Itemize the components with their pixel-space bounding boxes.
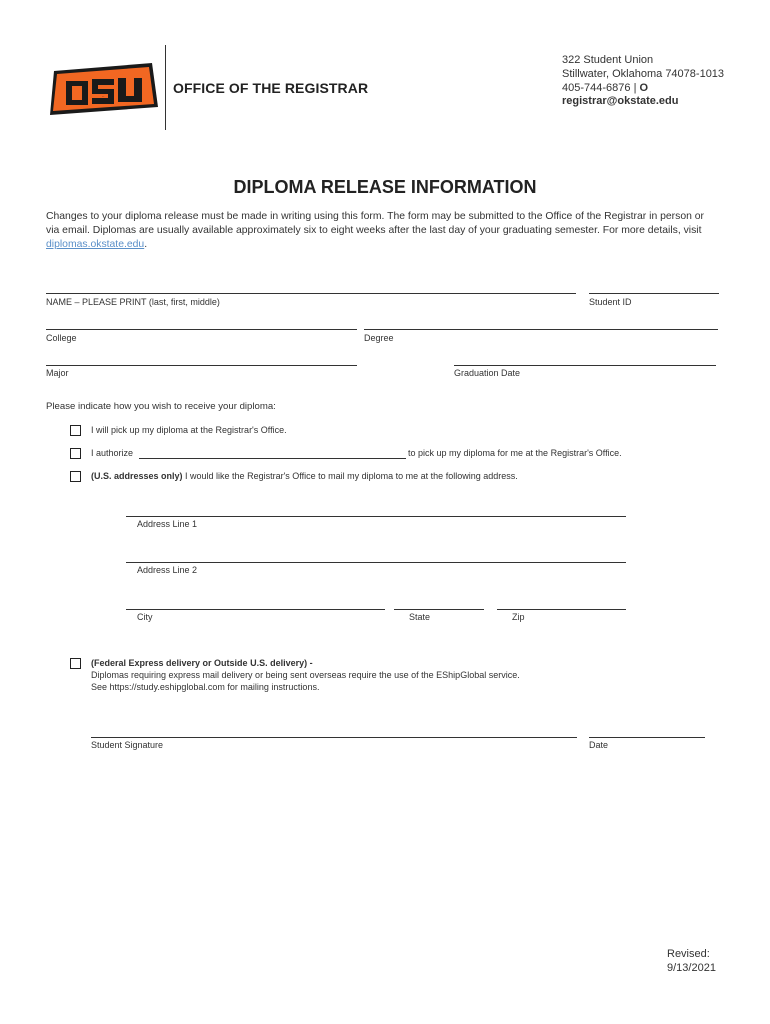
- office-title: OFFICE OF THE REGISTRAR: [173, 80, 369, 96]
- zip-label: Zip: [512, 612, 525, 622]
- registrar-address: [562, 54, 724, 109]
- date-label: Date: [589, 740, 609, 750]
- intro-paragraph: [46, 210, 718, 252]
- address-city: Stillwater, Oklahoma 74078-1013: [562, 67, 725, 80]
- city-label: City: [137, 612, 153, 622]
- major-field[interactable]: [46, 365, 357, 366]
- revised-date: 9/13/2021: [667, 961, 716, 974]
- phone-separator: |: [630, 81, 640, 94]
- fedex-checkbox[interactable]: [70, 658, 81, 669]
- diplomas-link[interactable]: diplomas.okstate.edu: [46, 239, 145, 250]
- degree-field[interactable]: [364, 329, 718, 330]
- fedex-option-title: (Federal Express delivery or Outside U.S. delivery) -: [91, 658, 313, 668]
- address-line1-label: Address Line 1: [137, 519, 198, 529]
- authorize-checkbox[interactable]: [70, 448, 81, 459]
- intro-text: Changes to your diploma release must be made in writing using this form. The form may be submitted to the Office of the Registrar in person or via email. Diplomas are usually available approximately six to eight weeks after the last day of your graduating semester. For more details, visit: [46, 211, 705, 236]
- address-line1-field[interactable]: [126, 516, 626, 517]
- date-field[interactable]: [589, 737, 705, 738]
- fedex-option-instructions: See https://study.eshipglobal.com for mailing instructions.: [91, 682, 320, 692]
- header-divider: [165, 45, 166, 130]
- osu-logo: [44, 57, 162, 121]
- intro-end: .: [144, 239, 148, 250]
- mail-checkbox[interactable]: [70, 471, 81, 482]
- graduation-date-field[interactable]: [454, 365, 716, 366]
- student-id-field[interactable]: [589, 293, 719, 294]
- college-label: College: [46, 333, 77, 343]
- authorize-option-label-end: to pick up my diploma for me at the Registrar's Office.: [408, 448, 622, 458]
- authorized-person-field[interactable]: [139, 458, 406, 459]
- revision-info: [667, 948, 716, 975]
- authorize-option-label-start: I authorize: [91, 448, 134, 458]
- graduation-date-label: Graduation Date: [454, 368, 521, 378]
- pickup-option-label: I will pick up my diploma at the Registrar's Office.: [91, 425, 287, 435]
- phone-line: [562, 82, 724, 96]
- osu-logo-mark: [44, 57, 162, 121]
- phone-suffix: O: [639, 81, 649, 94]
- form-title: DIPLOMA RELEASE INFORMATION: [233, 177, 537, 197]
- degree-label: Degree: [364, 333, 394, 343]
- major-label: Major: [46, 368, 69, 378]
- address-line2-field[interactable]: [126, 562, 626, 563]
- phone-number: 405-744-6876: [562, 81, 631, 94]
- revised-label: Revised:: [667, 948, 710, 960]
- delivery-prompt: Please indicate how you wish to receive your diploma:: [46, 401, 276, 412]
- mail-option-label: [91, 471, 518, 481]
- student-signature-label: Student Signature: [91, 740, 164, 750]
- name-label: NAME – PLEASE PRINT (last, first, middle): [46, 297, 220, 307]
- state-label: State: [409, 612, 431, 622]
- name-field[interactable]: [46, 293, 576, 294]
- svg-text:OSU: OSU: [102, 97, 105, 98]
- mail-option-qualifier: (U.S. addresses only): [91, 471, 183, 481]
- state-field[interactable]: [394, 609, 484, 610]
- pickup-checkbox[interactable]: [70, 425, 81, 436]
- fedex-option-description: Diplomas requiring express mail delivery or being sent overseas require the use of the EShipGlobal service.: [91, 670, 520, 680]
- address-street: 322 Student Union: [562, 54, 654, 66]
- city-field[interactable]: [126, 609, 385, 610]
- student-signature-field[interactable]: [91, 737, 577, 738]
- college-field[interactable]: [46, 329, 357, 330]
- mail-option-text: I would like the Registrar's Office to mail my diploma to me at the following address.: [182, 471, 518, 481]
- registrar-email[interactable]: registrar@okstate.edu: [562, 95, 679, 108]
- address-line2-label: Address Line 2: [137, 565, 198, 575]
- student-id-label: Student ID: [589, 297, 632, 307]
- zip-field[interactable]: [497, 609, 626, 610]
